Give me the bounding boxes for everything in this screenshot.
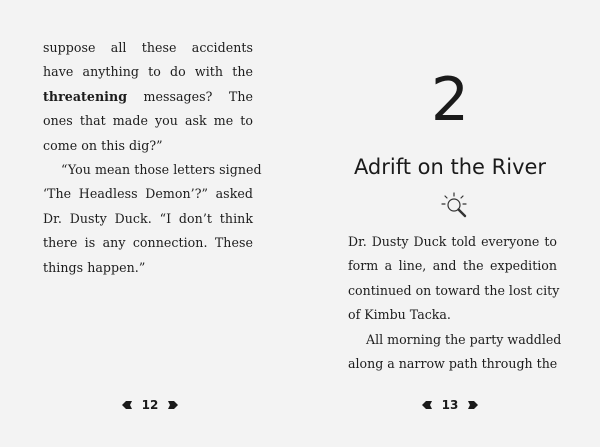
page-number: 13: [441, 397, 459, 412]
magnifying-glass-icon: [439, 190, 471, 222]
paragraph-2: [348, 328, 562, 377]
page-number-left: [0, 394, 300, 415]
paragraph-1: [43, 36, 253, 158]
bold-word: threatening: [43, 88, 128, 104]
paw-left-icon: [121, 399, 133, 411]
page-number-right: [300, 394, 600, 415]
text-line: there is any connection. These: [43, 235, 253, 251]
right-page: [300, 0, 600, 447]
text-line: Dr. Dusty Duck. “I don’t think: [43, 210, 253, 226]
paw-right-icon: [467, 399, 479, 411]
chapter-title: Adrift on the River: [353, 155, 547, 179]
paw-right-icon: [167, 399, 179, 411]
text-line: form a line, and the expedition: [348, 258, 557, 274]
paragraph-2: [43, 158, 262, 280]
text-line: of Kimbu Tacka.: [348, 307, 451, 323]
text-line: come on this dig?”: [43, 137, 163, 153]
text-line: along a narrow path through the: [348, 356, 558, 372]
text-line: suppose all these accidents: [43, 40, 253, 55]
text-line-rest: messages? The: [127, 88, 253, 104]
page-number: 12: [141, 397, 159, 412]
paw-left-icon: [421, 399, 433, 411]
text-line: Dr. Dusty Duck told everyone to: [348, 234, 557, 249]
paragraph-1: [348, 230, 560, 328]
left-page-body: [43, 36, 262, 280]
text-line: things happen.”: [43, 259, 146, 275]
text-line: All morning the party waddled: [366, 331, 562, 347]
text-line: ones that made you ask me to: [43, 113, 253, 129]
text-line: “You mean those letters signed: [61, 162, 262, 178]
text-line: continued on toward the lost city: [348, 282, 560, 298]
right-page-body: [348, 230, 562, 376]
text-line: ‘The Headless Demon’?” asked: [43, 186, 253, 202]
text-line: [43, 85, 253, 109]
text-line: have anything to do with the: [43, 64, 253, 80]
chapter-number: 2: [430, 65, 470, 135]
